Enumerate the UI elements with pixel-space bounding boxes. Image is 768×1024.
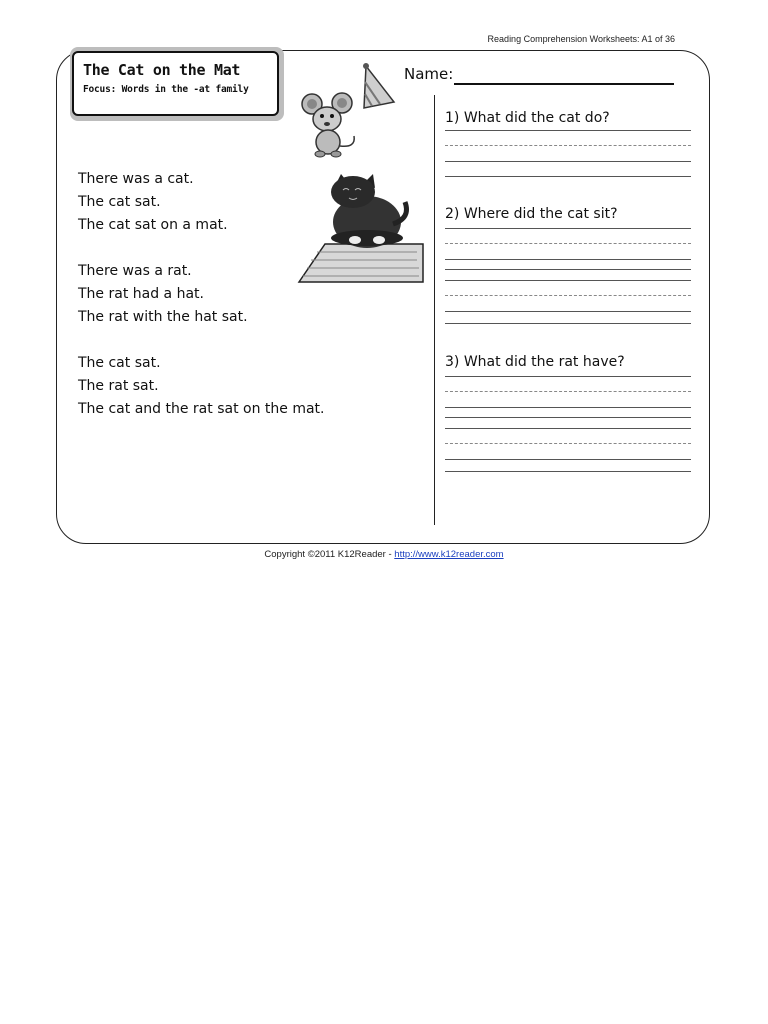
question-1: 1) What did the cat do? xyxy=(445,110,610,126)
worksheet-title: The Cat on the Mat xyxy=(83,61,241,79)
question-2: 2) Where did the cat sit? xyxy=(445,206,618,222)
story-line: The rat with the hat sat. xyxy=(78,309,248,325)
answer-guide-line xyxy=(445,443,691,444)
answer-line[interactable] xyxy=(445,459,691,460)
answer-line[interactable] xyxy=(445,259,691,260)
answer-guide-line xyxy=(445,243,691,244)
k12reader-link[interactable]: http://www.k12reader.com xyxy=(394,549,504,560)
copyright-text: Copyright ©2011 K12Reader - xyxy=(264,549,395,560)
answer-line[interactable] xyxy=(445,323,691,324)
story-line: The cat and the rat sat on the mat. xyxy=(78,401,325,417)
answer-line[interactable] xyxy=(445,161,691,162)
story-line: The cat sat. xyxy=(78,194,161,210)
footer xyxy=(0,549,768,560)
worksheet-header: Reading Comprehension Worksheets: A1 of 36 xyxy=(487,34,675,44)
answer-line[interactable] xyxy=(445,311,691,312)
name-label: Name: xyxy=(404,65,454,83)
answer-guide-line xyxy=(445,391,691,392)
answer-line[interactable] xyxy=(445,376,691,377)
answer-guide-line xyxy=(445,295,691,296)
story-line: The rat sat. xyxy=(78,378,159,394)
answer-line[interactable] xyxy=(445,428,691,429)
story-line: There was a rat. xyxy=(78,263,192,279)
answer-line[interactable] xyxy=(445,280,691,281)
mouse-icon xyxy=(298,92,362,158)
answer-line[interactable] xyxy=(445,407,691,408)
story-line: The cat sat. xyxy=(78,355,161,371)
answer-line[interactable] xyxy=(445,417,691,418)
answer-line[interactable] xyxy=(445,228,691,229)
answer-guide-line xyxy=(445,145,691,146)
story-text xyxy=(78,168,324,421)
party-hat-icon xyxy=(358,62,398,112)
name-field-line[interactable] xyxy=(454,83,674,85)
answer-line[interactable] xyxy=(445,471,691,472)
story-line: The cat sat on a mat. xyxy=(78,217,228,233)
question-3: 3) What did the rat have? xyxy=(445,354,625,370)
title-box xyxy=(72,51,279,116)
answer-line[interactable] xyxy=(445,130,691,131)
answer-line[interactable] xyxy=(445,176,691,177)
answer-line[interactable] xyxy=(445,269,691,270)
story-line: The rat had a hat. xyxy=(78,286,204,302)
story-line: There was a cat. xyxy=(78,171,194,187)
worksheet-focus: Focus: Words in the -at family xyxy=(83,84,249,95)
column-divider xyxy=(434,95,435,525)
